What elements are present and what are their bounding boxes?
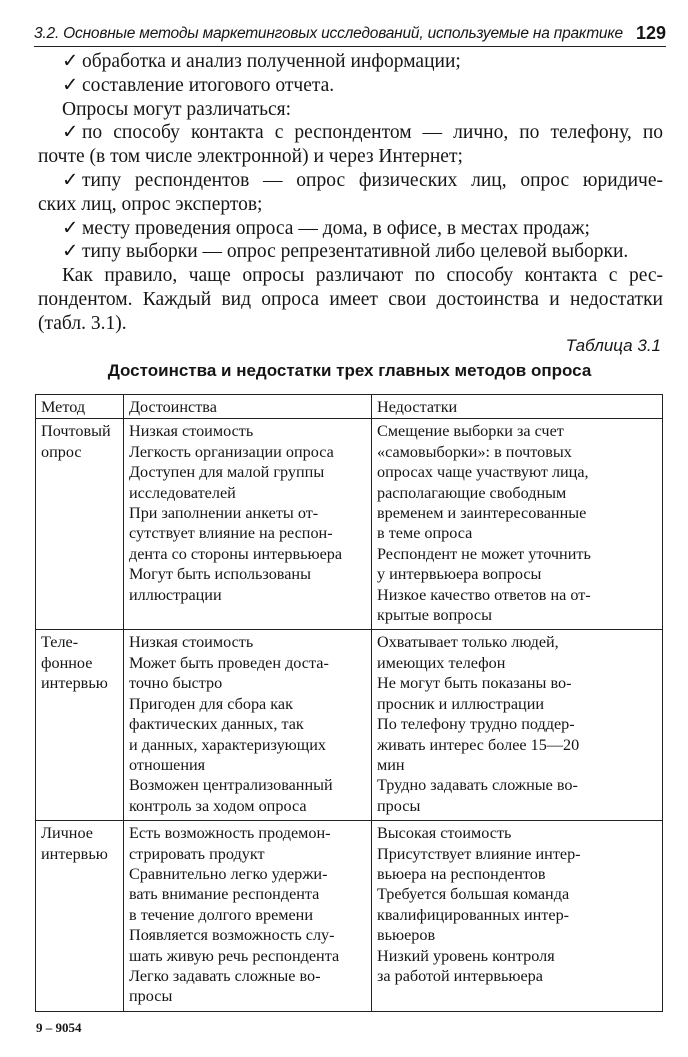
cell-line: точно быстро — [129, 674, 223, 693]
disadvantages-cell — [372, 419, 663, 630]
paragraph-line: (табл. 3.1). — [38, 312, 127, 334]
cell-line: исследователей — [129, 483, 236, 502]
cell-line: интервью — [41, 674, 108, 693]
check-mark-icon: ✓ — [62, 122, 79, 144]
cell-line: за работой интервьюера — [377, 966, 543, 985]
cell-line: вать внимание респондента — [129, 885, 320, 904]
cell-line: Трудно задавать сложные во- — [377, 776, 578, 795]
cell-line: Теле- — [41, 633, 79, 652]
cell-line: опрос — [41, 442, 82, 461]
table-header-row — [36, 395, 663, 419]
cell-line: стрировать продукт — [129, 844, 265, 863]
printer-signature: 9 – 9054 — [36, 1020, 82, 1035]
column-header: Недостатки — [372, 395, 663, 419]
bullet-item: ✓ составление итогового отчета. — [62, 74, 335, 96]
cell-line: сутствует влияние на респон- — [129, 524, 333, 543]
check-mark-icon: ✓ — [62, 74, 79, 96]
cell-line: квалифицированных интер- — [377, 905, 570, 924]
cell-line: Есть возможность продемон- — [129, 824, 331, 843]
method-cell — [36, 630, 124, 821]
cell-line: Требуется большая команда — [377, 885, 570, 904]
column-header: Достоинства — [124, 395, 372, 419]
cell-line: Низкая стоимость — [129, 633, 254, 652]
body-text — [38, 50, 663, 336]
cell-line: Может быть проведен доста- — [129, 653, 329, 672]
cell-line: временем и заинтересованные — [377, 504, 587, 523]
cell-line: живать интерес более 15—20 — [377, 735, 580, 754]
disadvantages-cell — [372, 821, 663, 1012]
bullet-item: ✓ типу выборки — опрос репрезентативной либо целевой выборки. — [62, 241, 629, 263]
table-row — [36, 821, 663, 1012]
paragraph-line: пондентом. Каждый вид опроса имеет свои достоинства и недостатки — [38, 288, 663, 310]
cell-line: Доступен для малой группы — [129, 463, 325, 482]
cell-line: По телефону трудно поддер- — [377, 715, 575, 734]
column-header: Метод — [36, 395, 124, 419]
check-mark-icon: ✓ — [62, 241, 79, 263]
check-mark-icon: ✓ — [62, 217, 79, 239]
cell-line: дента со стороны интервьюера — [129, 544, 343, 563]
cell-line: шать живую речь респондента — [129, 946, 340, 965]
cell-line: в течение долгого времени — [129, 905, 314, 924]
disadvantages-cell — [372, 630, 663, 821]
cell-line: располагающие свободным — [377, 483, 567, 502]
cell-line: Пригоден для сбора как — [129, 694, 293, 713]
table-row — [36, 630, 663, 821]
cell-line: Легко задавать сложные во- — [129, 966, 321, 985]
table-row — [36, 419, 663, 630]
cell-line: и данных, характеризующих — [129, 735, 326, 754]
cell-line: иллюстрации — [129, 585, 222, 604]
cell-line: имеющих телефон — [377, 653, 506, 672]
cell-line: отношения — [129, 755, 206, 774]
check-mark-icon: ✓ — [62, 169, 79, 191]
cell-line: контроль за ходом опроса — [129, 796, 307, 815]
cell-line: При заполнении анкеты от- — [129, 504, 319, 523]
bullet-item: ✓ по способу контакта с респондентом — лично, по телефону, по — [62, 122, 663, 144]
bullet-item: ✓ типу респондентов — опрос физических лиц, опрос юридиче- — [62, 169, 663, 191]
cell-line: Низкое качество ответов на от- — [377, 585, 591, 604]
cell-line: Сравнительно легко удержи- — [129, 864, 328, 883]
cell-line: Низкая стоимость — [129, 422, 254, 441]
cell-line: мин — [377, 755, 405, 774]
running-header — [34, 20, 666, 47]
page-number: 129 — [635, 23, 666, 43]
check-mark-icon: ✓ — [62, 51, 79, 72]
paragraph-line: Как правило, чаще опросы различают по способу контакта с рес- — [62, 265, 663, 287]
cell-line: интервью — [41, 844, 108, 863]
survey-methods-table — [35, 394, 663, 1012]
cell-line: опросах чаще участвуют лица, — [377, 463, 589, 482]
cell-line: крытые вопросы — [377, 606, 492, 625]
cell-line: Не могут быть показаны во- — [377, 674, 572, 693]
bullet-item: ✓ месту проведения опроса — дома, в офисе, в местах продаж; — [62, 217, 590, 239]
cell-line: Низкий уровень контроля — [377, 946, 555, 965]
method-cell — [36, 821, 124, 1012]
list-lead: Опросы могут различаться: — [62, 98, 292, 120]
advantages-cell — [124, 821, 372, 1012]
cell-line: Охватывает только людей, — [377, 633, 559, 652]
cell-line: Почтовый — [41, 422, 111, 441]
cell-line: просник и иллюстрации — [377, 694, 545, 713]
cell-line: Могут быть использованы — [129, 565, 311, 584]
table-label: Таблица 3.1 — [565, 336, 661, 355]
cell-line: в теме опроса — [377, 524, 473, 543]
cell-line: у интервьюера вопросы — [377, 565, 542, 584]
cell-line: Личное — [41, 824, 93, 843]
cell-line: Появляется возможность слу- — [129, 926, 335, 945]
method-cell — [36, 419, 124, 630]
cell-line: просы — [377, 796, 421, 815]
cell-line: Легкость организации опроса — [129, 442, 334, 461]
cell-line: фактических данных, так — [129, 715, 304, 734]
advantages-cell — [124, 630, 372, 821]
table-title: Достоинства и недостатки трех главных методов опроса — [107, 361, 592, 380]
cell-line: фонное — [41, 653, 93, 672]
cell-line: Высокая стоимость — [377, 824, 512, 843]
bullet-continuation: ских лиц, опрос экспертов; — [38, 193, 263, 215]
cell-line: «самовыборки»: в почтовых — [377, 442, 572, 461]
running-title: 3.2. Основные методы маркетинговых исследований, используемые на практике — [34, 25, 623, 42]
bullet-continuation: почте (в том числе электронной) и через Интернет; — [38, 146, 463, 168]
cell-line: просы — [129, 987, 173, 1006]
cell-line: Возможен централизованный — [129, 776, 333, 795]
cell-line: вьюеров — [377, 926, 436, 945]
cell-line: Смещение выборки за счет — [377, 422, 564, 441]
cell-line: Респондент не может уточнить — [377, 544, 591, 563]
advantages-cell — [124, 419, 372, 630]
cell-line: вьюера на респондентов — [377, 864, 546, 883]
bullet-item: ✓ обработка и анализ полученной информации; — [62, 51, 461, 72]
cell-line: Присутствует влияние интер- — [377, 844, 581, 863]
